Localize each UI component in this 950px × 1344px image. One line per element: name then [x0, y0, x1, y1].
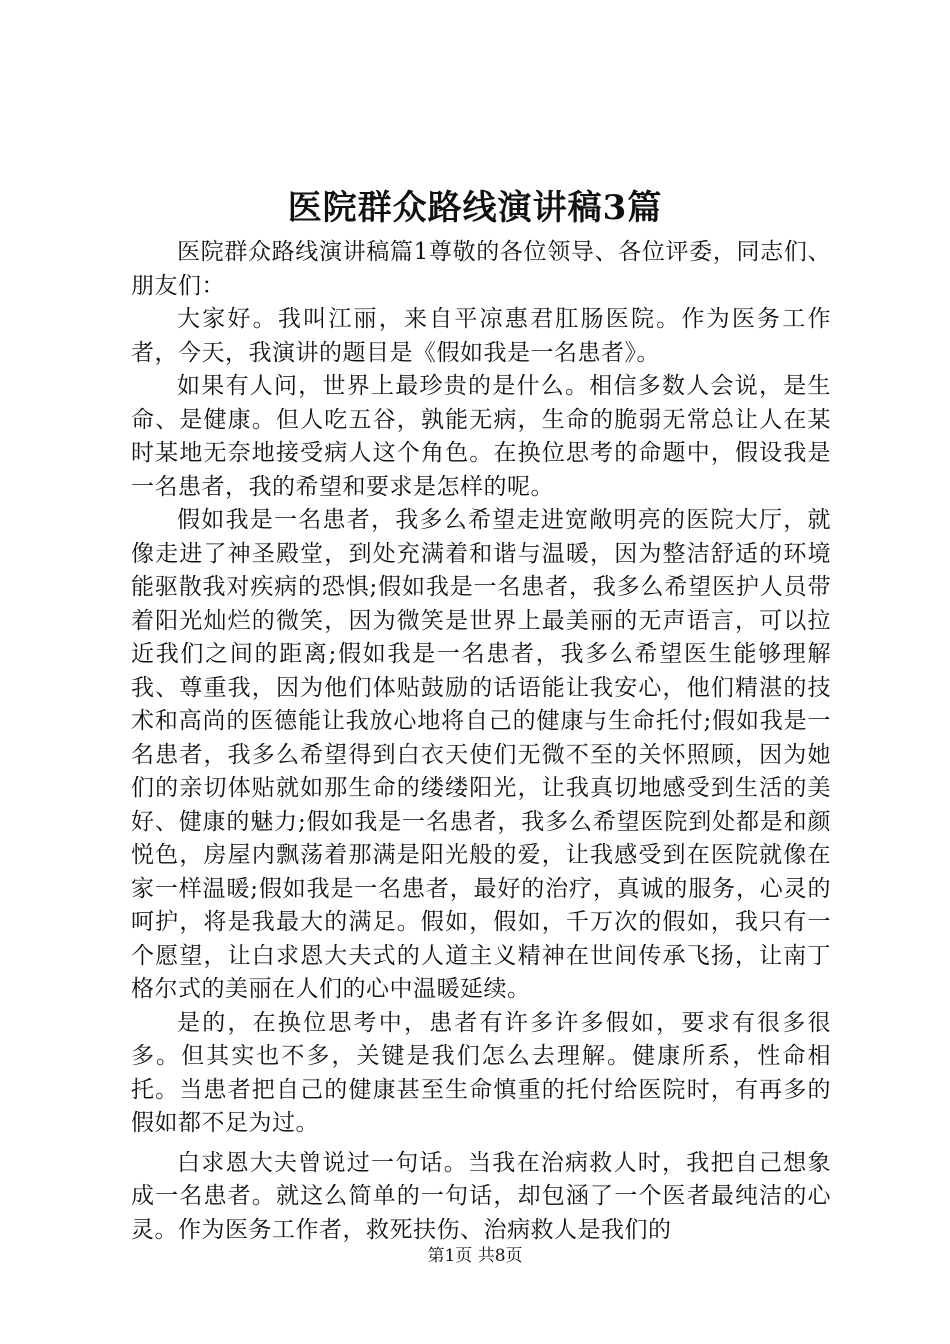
- document-body: [131, 236, 831, 1247]
- page-footer: 第1页 共8页: [427, 1246, 523, 1266]
- document-title: 医院群众路线演讲稿3篇: [287, 188, 663, 228]
- paragraph-5: 是的，在换位思考中，患者有许多许多假如，要求有很多很多。但其实也不多，关键是我们怎么去理解。健康所系，性命相托。当患者把自己的健康甚至生命慎重的托付给医院时，有再多的假如都不足为过。: [131, 1009, 831, 1136]
- paragraph-4: 假如我是一名患者，我多么希望走进宽敞明亮的医院大厅，就像走进了神圣殿堂，到处充满着和谐与温暖，因为整洁舒适的环境能驱散我对疾病的恐惧;假如我是一名患者，我多么希望医护人员带着阳光灿烂的微笑，因为微笑是世界上最美丽的无声语言，可以拉近我们之间的距离;假如我是一名患者，我多么希望医生能够理解我、尊重我，因为他们体贴鼓励的话语能让我安心，他们精湛的技术和高尚的医德能让我放心地将自己的健康与生命托付;假如我是一名患者，我多么希望得到白衣天使们无微不至的关怀照顾，因为她们的亲切体贴就如那生命的缕缕阳光，让我真切地感受到生活的美好、健康的魅力;假如我是一名患者，我多么希望医院到处都是和颜悦色，房屋内飘荡着那满是阳光般的爱，让我感受到在医院就像在家一样温暖;假如我是一名患者，最好的治疗，真诚的服务，心灵的呵护，将是我最大的满足。假如，假如，千万次的假如，我只有一个愿望，让白求恩大夫式的人道主义精神在世间传承飞扬，让南丁格尔式的美丽在人们的心中温暖延续。: [131, 507, 831, 1002]
- paragraph-3: 如果有人问，世界上最珍贵的是什么。相信多数人会说，是生命、是健康。但人吃五谷，孰能无病，生命的脆弱无常总让人在某时某地无奈地接受病人这个角色。在换位思考的命题中，假设我是一名患者，我的希望和要求是怎样的呢。: [131, 373, 831, 500]
- paragraph-6: 白求恩大夫曾说过一句话。当我在治病救人时，我把自己想象成一名患者。就这么简单的一句话，却包涵了一个医者最纯洁的心灵。作为医务工作者，救死扶伤、治病救人是我们的: [131, 1149, 831, 1243]
- paragraph-2: 大家好。我叫江丽，来自平凉惠君肛肠医院。作为医务工作者，今天，我演讲的题目是《假如我是一名患者》。: [131, 306, 831, 366]
- paragraph-1: 医院群众路线演讲稿篇1尊敬的各位领导、各位评委，同志们、朋友们：: [131, 239, 831, 299]
